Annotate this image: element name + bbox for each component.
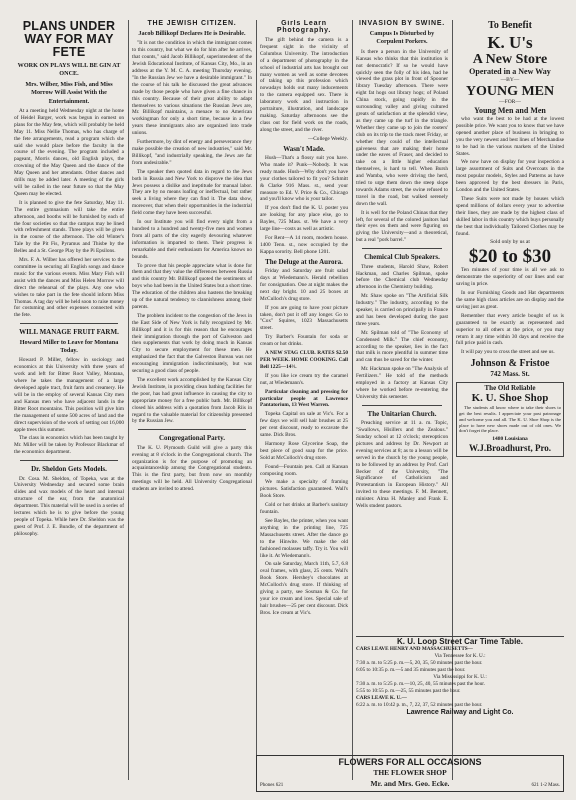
ad-paragraph: We now have on display for your inspection a large assortment of Suits and Overcoats in the most popular models, Styles and Patterns as have been approved by the best dressers in Paris, London and the United States. <box>456 159 564 194</box>
headline-may-fete: PLANS UNDER WAY FOR MAY FETE <box>22 20 116 59</box>
column-rule <box>352 20 353 780</box>
article-paragraph: "It is not the condition in which the immigrant comes to this country, but what we do for him after he arrives, that counts," said Jacob Billikopf, superintendent of the Jewish Educational Institute, of Kansas City, Mo., in an address at the Y. M. C. A. meeting Thursday evening. "In the Russian Jew we have a desirable immigrant." In the course of his talk he discussed the great advances made by those people who have given a fine chance in this country. Because of their great ability to adapt themselves to various situations the Russian Jews are, Mr. Billikopf maintains, a menace to no American workingman for only a short time, because in a few years these immigrants also are organized into trade unions. <box>132 40 252 137</box>
article-paragraph: The problem incident to the congestion of the Jews in the East Side of New York is fully recognized by Mr. Billikopf and it is for this reason that he encourages their immigration through the port of Galveston and then supplements that work by doing much in Kansas City to secure employment for these men. He emphasized the fact that the Galveston Bureau was not encouraging immigration indiscriminately, but was securing a good class of people. <box>132 312 252 375</box>
flower-shop-ad <box>256 755 564 792</box>
article-paragraph: It is well for the Poland Chinas that they left, for several of the colored janitors had their eyes on them and were figuring on giving the University—and a theoretical, but a real "pork barrel." <box>356 209 448 244</box>
flowers-address: 621 1-2 Mass. <box>531 783 560 788</box>
shoe-address: 1480 Louisiana <box>492 436 528 443</box>
deck: WORK ON PLAYS WILL BE GIN AT ONCE. <box>17 62 121 78</box>
deck: Campus Is Disturbed by Corpulent Porkers. <box>369 30 435 46</box>
article-paragraph: Mr. Hackman spoke on "The Analysis of Fertilizers." He told of the methods employed in a factory at Kansas City where he worked before re-entering the University this semester. <box>356 366 448 400</box>
column-3 <box>260 20 348 755</box>
headline-fruit-farm: WILL MANAGE FRUIT FARM. <box>19 328 119 337</box>
ad-sold-only: Sold only by us at <box>490 239 530 246</box>
ad-new-store: A New Store <box>472 52 548 67</box>
ad-operated: Operated in a New Way <box>469 67 551 76</box>
article-paragraph: The excellent work accomplished by the Kansas City Jewish Institute, in providing clean bathing facilities for the poor, has had great influence in causing the city to appropriate money for a free public bath. Mr. Billikopf closed his address with a quotation from Jacob Riis in regard to the valuable material for citizenship presented by the Russian Jew. <box>132 377 252 425</box>
divider <box>20 460 118 461</box>
shoe-body: The students all know where to take their shoes to get the best results. I appreciate your past patronage and welcome you and all. The K. U. Shoe Shop is the place to have new shoes made out of old ones. We don't forget the place. <box>459 405 561 434</box>
flower-shop-name: THE FLOWER SHOP <box>373 768 447 777</box>
flowers-phone: Phones 621 <box>260 783 284 788</box>
article-paragraph: If you like ice cream try the caramel nut, at Wiedemann's. <box>260 372 348 386</box>
article-paragraph: Harmony Rose Glycerine Soap, the best piece of good soap for the price. Sold at McColloch's drug store. <box>260 440 348 461</box>
ad-paragraph: It will pay you to cross the street and see us. <box>461 349 555 356</box>
store-address: 742 Mass. St. <box>490 370 530 379</box>
column-4 <box>356 20 448 632</box>
ad-paragraph: Ten minutes of your time is all we ask to demonstrate the superiority of our lines and our saving in price. <box>456 267 564 288</box>
divider <box>138 429 246 430</box>
deck: Howard Miller to Leave for Montana Today. <box>19 338 119 355</box>
column-5-ads <box>456 20 564 632</box>
divider <box>362 248 442 249</box>
article-paragraph: We make a specialty of framing pictures. Satisfaction guaranteed. Wall's Book Store. <box>260 479 348 500</box>
shoe-owner: W.J.Broadhurst, Pro. <box>468 443 552 454</box>
column-1 <box>14 20 124 780</box>
shoe-shop-ad <box>456 382 564 457</box>
headline-congregational: Congregational Party. <box>159 434 225 443</box>
ad-by: —BY— <box>500 77 520 83</box>
timetable-line: 7:30 a. m. to 5:25 p. m.—5, 20, 35, 50 minutes past the hour. <box>356 660 483 666</box>
flowers-head: FLOWERS FOR ALL OCCASIONS <box>338 757 482 767</box>
ad-paragraph: who want the best to be had at the lowest possible price. We want you to know that we have opened another place of business in bringing to you the very newest and best lines of Merchandise to be had in the various markets of the United States. <box>456 116 564 157</box>
headline-chemical-club: Chemical Club Speakers. <box>364 253 440 262</box>
ad-price: $20 to $30 <box>468 246 552 268</box>
article-paragraph: For Rent—A 14 room, modern house. 1400 Tenn. st., now occupied by the Kappa sorority. Bell phone 1201. <box>260 234 348 255</box>
article-paragraph: Preaching service at 11 a. m. Topic, "Swallows, Hisillers and the Zealous." Sunday school at 12 o'clock; stereopticon pictures and address by Dr. Newport at evening services at 8; as to a lesson will be served in the church by the young people, to be followed by an address by Prof. Carl Becker of the University, "The Significance of Catholicism and Protestantism in European History." All invited to these meetings. F. M. Bennett, minister. Alma H. Manley and Frank E. Wells student pastors. <box>356 420 448 510</box>
timetable-line: 6:22 a. m. to 10:42 p. m., 7, 22, 37, 52 minutes past the hour. <box>356 702 483 708</box>
column-2 <box>132 20 252 780</box>
article-paragraph: Howard P. Miller, fellow in sociology and economics at this University with three years of work and left for Bitter Root Valley, Montana, where he takes the management of a large developed apple tract, fruit farm and creamery. He will be in the employ of several Kansas City men and Kansas men who have adjacent lands in the Bitter Root mountains. This position will give him the management of some 500 acres of land and the direct supervision of the work of setting out 16,000 apple trees this summer. <box>14 357 124 433</box>
article-paragraph: Is there a person in the University of Kansas who thinks that this institution is not democratic? If so he would have quickly seen the folly of his idea, had he viewed the grass plot in front of Spooner library Tuesday afternoon. There were eight fat hogs out library hogs; of Poland China stock, going rapidly in the surrounding valley and giving cultured greats of satisfaction at the splendid view, as they came up the turf in the triangle. Whether they came up to join the rooters' club on its trip to the track meet Friday, or whether they could of the intellectual gaiveness that are making their home under the eaves of Fraser, and decided to take on a little higher education themselves, is hard to tell. When Bursh and Wamba, who were driving the herd, tried to urge them down the steep slope towards Adams street, the swine refused to travel in the road, but walked serenely down the wall. <box>356 48 448 207</box>
headline-wasnt-made: Wasn't Made. <box>283 144 325 153</box>
article-paragraph: Mr. Spilman told of "The Economy of Condensed Milk." The chief economy, according to the speaker, lies in the fact that milk is more plentiful in summer time and can thus be saved for the winter. <box>356 329 448 364</box>
column-rule <box>128 20 129 780</box>
headline-unitarian: The Unitarian Church. <box>367 409 437 418</box>
divider <box>20 323 118 324</box>
headline-photography: Girls Learn Photography. <box>276 20 332 34</box>
article-paragraph: Mr. Shaw spoke on "The Artificial Silk Industry." The industry, according to the speaker, is carried on principally in France and has been developed during the past three years. <box>356 293 448 327</box>
headline-jewish-citizen: THE JEWISH CITIZEN. <box>147 20 237 27</box>
deck: Jacob Billikopf Declares He is Desirable. <box>138 30 246 37</box>
article-paragraph: Try Barber's Fountain for soda or cream or hot drinks. <box>260 334 348 348</box>
headline-deluge: The Deluge at the Aurora. <box>265 257 343 266</box>
article-paragraph: If you are going to have your picture taken, don't put it off any longer. Go to "Cox" Squires, 1023 Massachusetts street. <box>260 304 348 332</box>
ad-paragraph: Remember that every article bought of us is guaranteed to be exactly as represented and superior to all others at the price, or you may return it any time within 30 days and receive the full price paid in cash. <box>456 312 564 347</box>
timetable-line: 7:30 a. m. to 5:25 p. m.—10, 25, 40, 55 minutes past the hour. <box>356 681 485 687</box>
ad-paragraph: These Suits were not made by houses which spend millions of dollars every year to advertise their lines, they are made by the highest class of skilled labor in this country which buys personally the best that individually Tailored Clothes may be found. <box>456 195 564 237</box>
source-credit: —College Weekly. <box>307 135 348 142</box>
article-paragraph: The K. U. Plymouth Guild will give a party this evening at 8 o'clock in the Congregational church. The organization is for the purpose of promoting an acquaintanceship among the Congregational students. This is the first party, but from now on monthly meetings will be held. All University Congregational students are invited to attend. <box>132 444 252 493</box>
article-paragraph: On sale Saturday, March 11th, 5.7, 6.8 oval frames, with glass, 25 cents. Wall's Book Store. Hershey's chocolates at McColloch's drug store. If thinking of giving a party, see Sosman & Co. for your ice cream and ices. Special sale of hair brushes—25 per cent discount. Dick Bros. Ice cream at Vic's. <box>260 561 348 616</box>
timetable-line: Via Mississippi for K. U.: <box>433 674 487 680</box>
timetable-line: 5:55 to 10:55 p. m.—25, 55 minutes past the hour. <box>356 688 461 694</box>
ad-ku: K. U's <box>487 33 533 52</box>
shoe-title: The Old Reliable <box>484 384 536 393</box>
timetable-line: 6:05 to 10:35 p. m.—5 and 35 minutes past the hour. <box>356 667 466 673</box>
article-paragraph: The class in economics which has been taught by Mr. Miller will be taken by Professor Blackmar of the economics department. <box>14 435 124 456</box>
article-paragraph: Three students, Harold Shaw, Robert Hackman, and Charles Spilman, spoke before the Chemical club Wednesday afternoon in the Chemistry building. <box>356 263 448 291</box>
timetable-title: K. U. Loop Street Car Time Table. <box>397 637 523 646</box>
divider <box>362 405 442 406</box>
timetable-line: CARS LEAVE K. U.— <box>356 695 407 701</box>
flower-shop-owners: Mr. and Mrs. Geo. Ecke. <box>370 779 450 788</box>
headline-sheldon: Dr. Sheldon Gets Models. <box>31 465 107 474</box>
deck: Mrs. Wilber, Miss Fish, and Miss Morrow Will Assist With the Entertainment. <box>25 80 113 105</box>
classified-ad: Particular cleaning and pressing for particular people at Lawrence Pantatorium, 13 West Warren. <box>260 388 348 409</box>
ad-young-men: Young Men and Men <box>474 106 546 115</box>
article-paragraph: See Bayles, the printer, when you want anything in the printing line, 725 Massachusetts street. After the dance go to the Hinwite. We make the old fashioned molasses taffy. Try it. You will like it. At Wiedemann's. <box>260 518 348 559</box>
article-paragraph: It is planned to give the fete Saturday, May 11. The entire gymnasium will take the entire afternoon, and booths will be furnished by each of the four societies so that the campus may be lined with refreshment stands. Three plays will be given in the course of the afternoon. The old Winter's Tale by the Pit Fis, Pyramus and Thisbe by the Belles and a St. George Play by the Pi Epsilons. <box>14 199 124 255</box>
article-paragraph: If you don't find the K. U. poster you are looking for any place else, go to Bayles, 725 Mass. st. We have a very large line—costs as well as artistic. <box>260 205 348 233</box>
timetable-line: CARS LEAVE HENRY AND MASSACHUSETTS— <box>356 646 473 652</box>
article-paragraph: Furthermore, by dint of energy and perseverance they make possible the creation of new industries," said Mr. Billikopf, "and industrially speaking, the Jews are far from undesirable." <box>132 139 252 166</box>
article-paragraph: Dr. Cosa. M. Sheldon, of Topeka, was at the University Wednesday and secured some brain slides and wax models of the heart and internal structure of the ear, from the anatomical department. This material will be used in a series of lectures which he is to give before the young people of Topeka. While here Dr. Sheldon was the guest of Prof. J. E. Bundle, of the department of philosophy. <box>14 475 124 537</box>
article-paragraph: Cold or hot drinks at Barber's sanitary fountain. <box>260 502 348 516</box>
ad-for: —FOR— <box>499 99 521 105</box>
article-paragraph: The speaker then quoted data in regard to the Jews both in Russia and New York to disprove the idea that Jews possess a dislike and ineptitude for manual labor. They are by no means loafing or ineffectual, but rather seek a living where they can find it. The data show, moreover, that when their opportunities in the industrial field come they have been successful. <box>132 168 252 217</box>
article-paragraph: At a meeting held Wednesday night at the home of Heidel Barger, work was begun in earnest on plans for the May fete, which will probably be held May 11. Miss Nellie Thomas, who has charge of the fete arrangements, read a program which she said she would place before the faculty in the course of the evening. The program included a pageant, Morris dances, old English plays, the crowning of the May Queen and the dance of the May Queen and her attendants. Other dances and drills may be added later. A meeting of the girls will be called in the near future so that the May Queen may be elected. <box>14 108 124 197</box>
classified-ad: A NEW STAG CLUB. RATES $2.50 PER WEEK. HOME COOKING. Call Bell 1225—14½. <box>260 350 348 370</box>
article-paragraph: Topeka Capital on sale at Vic's. For a few days we will sell hair brushes at 25 per cent discount, ready to excavate the same. Dick Bros. <box>260 411 348 439</box>
article-paragraph: Found—Fountain pen. Call at Kansan composing room. <box>260 463 348 477</box>
railway-company: Lawrence Railway and Light Co. <box>406 709 514 716</box>
ad-paragraph: In our Furnishing Goods and Hat departments the same high class articles are on display and the saving just as great. <box>456 290 564 310</box>
column-rule <box>256 20 257 780</box>
store-name: Johnson & Fristoe <box>470 358 550 370</box>
article-paragraph: The gift behind the camera is a frequent sight in the vicinity of Columbus University. The introduction of a department of photography in the school of industrial arts has brought out many women as well as some devotees of taking up this profession which nowadays holds out many inducements to the camera equipped sex. There is laboratory work and instruction in portraiture, illustration, and landscape making. Saturday afternoons see the class out for field work on the roads, along the street, and the river. <box>260 37 348 133</box>
article-paragraph: Friday and Saturday are fruit salad days at Wiedemann's. Herald rebellion for consignation. One at night makes the next day bright. 10 and 25 boxes at McCulloch's drug store. <box>260 268 348 302</box>
article-paragraph: Mrs. F. A. Wilber has offered her services to the committee in securing all English songs and dance music for the various events. Miss Mary Fish will assist with the dances and Miss Helen Morrow will direct the rehearsal of the plays. Any one who wishes to take part in the fete should inform Miss Thomas. A tag day will be held soon to raise money for costuming and other expenses connected with the fete. <box>14 257 124 319</box>
ad-young-men-big: YOUNG MEN <box>465 84 555 99</box>
article-paragraph: In our Institute you will find every night from a hundred to a hundred and twenty-five men and women from all parts of the city eagerly devouring whatever information is imparted to them. Their progress is remarkable and their enthusiasm for America knows no bounds. <box>132 219 252 260</box>
timetable-line: Via Tennessee for K. U.: <box>434 653 486 659</box>
headline-swine: INVASION BY SWINE. <box>358 20 446 27</box>
article-paragraph: To prove that his people appreciate what is done for them and that they value the differences between Russia and this country Mr. Billikopf quoted the sentiments of boys who had been in the United States but a short time. The education of the children also hastens the breaking up of the natural tendency to clannishness among their parents. <box>132 262 252 310</box>
car-timetable <box>356 636 564 751</box>
shoe-name: K. U. Shoe Shop <box>471 392 549 405</box>
article-paragraph: Hush—That's a flossy suit you have. Who made it? Punk—Nobody. It was ready made. Hush—Why don't you have your clothes tailored to fit you? Schmitt & Clarke 916 Mass. st., send your measure to Ed. V. Price & Co., Chicago and you'll know who is your tailor. <box>260 155 348 203</box>
ad-to-benefit: To Benefit <box>488 20 532 31</box>
